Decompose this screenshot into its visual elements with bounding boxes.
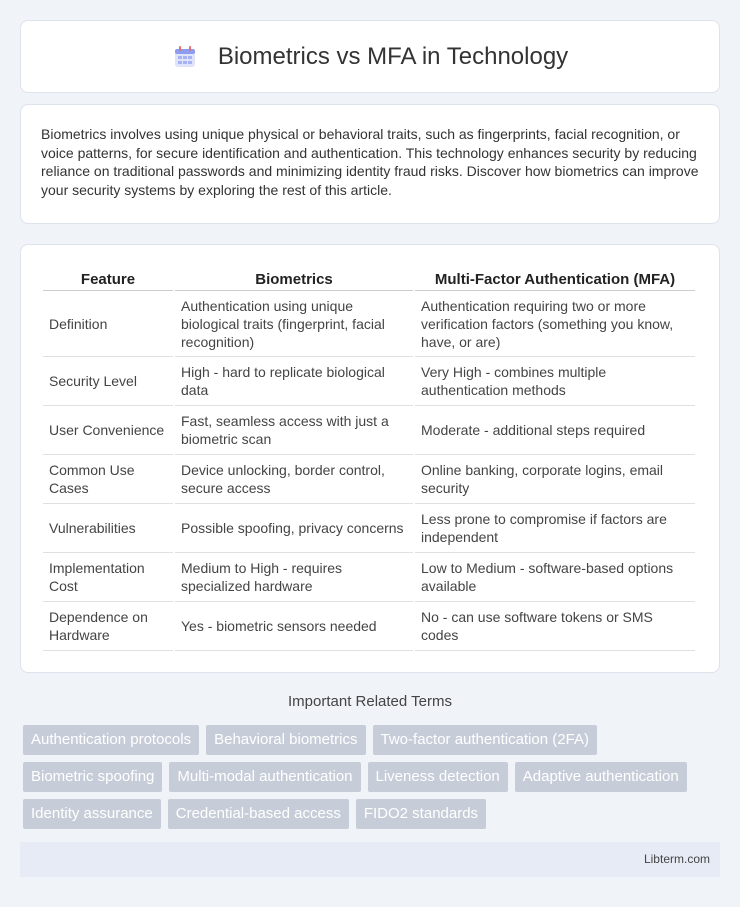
intro-card	[20, 104, 720, 224]
related-terms-title: Important Related Terms	[288, 693, 452, 710]
table-cell: Device unlocking, border control, secure access	[175, 455, 413, 504]
table-cell: Dependence on Hardware	[43, 602, 173, 651]
table-cell: Online banking, corporate logins, email security	[415, 455, 695, 504]
tag-fido2-standards[interactable]: FIDO2 standards	[356, 799, 486, 829]
table-row	[43, 553, 695, 602]
intro-text: Biometrics involves using unique physical or behavioral traits, such as fingerprints, facial recognition, or voice patterns, for secure identification and authentication. This technology enhances security by reducing reliance on traditional passwords and minimizing identity fraud risks. Discover how biometrics can improve your security systems by exploring the rest of this article.	[41, 126, 699, 198]
title-card	[20, 20, 720, 93]
table-cell: High - hard to replicate biological data	[175, 357, 413, 406]
table-cell: Yes - biometric sensors needed	[175, 602, 413, 651]
table-cell: Definition	[43, 291, 173, 357]
table-cell: Common Use Cases	[43, 455, 173, 504]
header-mfa: Multi-Factor Authentication (MFA)	[415, 265, 695, 291]
table-row	[43, 602, 695, 651]
tag-authentication-protocols[interactable]: Authentication protocols	[23, 725, 199, 755]
footer-site-link[interactable]: Libterm.com	[643, 852, 710, 866]
table-row	[43, 504, 695, 553]
table-cell: Security Level	[43, 357, 173, 406]
tag-liveness-detection[interactable]: Liveness detection	[368, 762, 508, 792]
table-cell: User Convenience	[43, 406, 173, 455]
table-cell: No - can use software tokens or SMS codes	[415, 602, 695, 651]
related-terms-list	[23, 725, 723, 829]
table-cell: Implementation Cost	[43, 553, 173, 602]
table-row	[43, 406, 695, 455]
tag-behavioral-biometrics[interactable]: Behavioral biometrics	[206, 725, 365, 755]
tag-identity-assurance[interactable]: Identity assurance	[23, 799, 161, 829]
table-cell: Less prone to compromise if factors are independent	[415, 504, 695, 553]
tag-credential-based-access[interactable]: Credential-based access	[168, 799, 349, 829]
table-cell: Medium to High - requires specialized hardware	[175, 553, 413, 602]
footer	[20, 842, 720, 877]
table-row	[43, 357, 695, 406]
comparison-table	[41, 265, 697, 651]
tag-adaptive-authentication[interactable]: Adaptive authentication	[515, 762, 687, 792]
table-cell: Fast, seamless access with just a biometric scan	[175, 406, 413, 455]
page-title: Biometrics vs MFA in Technology	[217, 42, 569, 70]
header-biometrics: Biometrics	[175, 265, 413, 291]
table-row	[43, 291, 695, 357]
table-row	[43, 455, 695, 504]
table-cell: Possible spoofing, privacy concerns	[175, 504, 413, 553]
comparison-table-card	[20, 244, 720, 673]
table-header-row	[43, 265, 695, 291]
tag-multi-modal-authentication[interactable]: Multi-modal authentication	[169, 762, 360, 792]
tag-biometric-spoofing[interactable]: Biometric spoofing	[23, 762, 162, 792]
tag-two-factor-authentication[interactable]: Two-factor authentication (2FA)	[373, 725, 597, 755]
header-feature: Feature	[43, 265, 173, 291]
table-cell: Very High - combines multiple authentication methods	[415, 357, 695, 406]
calendar-icon	[172, 44, 198, 70]
table-cell: Low to Medium - software-based options available	[415, 553, 695, 602]
table-cell: Vulnerabilities	[43, 504, 173, 553]
table-cell: Moderate - additional steps required	[415, 406, 695, 455]
table-cell: Authentication using unique biological traits (fingerprint, facial recognition)	[175, 291, 413, 357]
table-cell: Authentication requiring two or more verification factors (something you know, have, or are)	[415, 291, 695, 357]
